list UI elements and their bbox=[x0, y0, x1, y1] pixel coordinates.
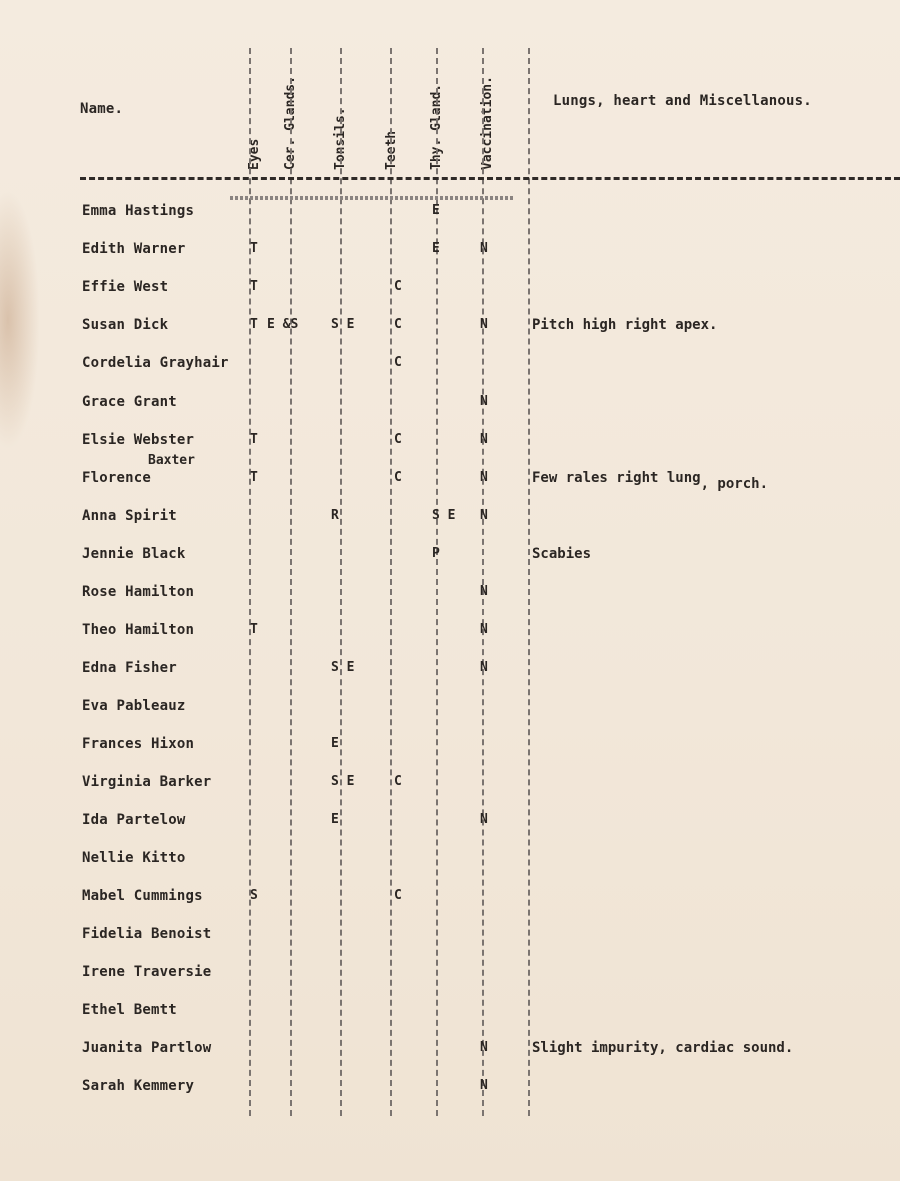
header-subdivider bbox=[230, 196, 514, 200]
paper-stain bbox=[0, 190, 40, 450]
student-name: Effie West bbox=[82, 279, 169, 295]
student-name: Edna Fisher bbox=[82, 660, 177, 676]
tonsils-mark: S E bbox=[331, 774, 355, 789]
eyes-mark: T bbox=[250, 317, 258, 332]
vacc-mark: N bbox=[480, 508, 488, 523]
thy-mark: E bbox=[432, 203, 440, 218]
vacc-mark: N bbox=[480, 1040, 488, 1055]
teeth-mark: C bbox=[394, 432, 402, 447]
student-name: Eva Pableauz bbox=[82, 698, 186, 714]
vacc-mark: N bbox=[480, 584, 488, 599]
notes-column-header: Lungs, heart and Miscellanous. bbox=[553, 93, 812, 109]
eyes-mark: T bbox=[250, 241, 258, 256]
student-name: Anna Spirit bbox=[82, 508, 177, 524]
tonsils-mark: S E bbox=[331, 317, 355, 332]
cer-glands-column-rule bbox=[290, 48, 292, 1116]
student-name: Elsie Webster bbox=[82, 432, 195, 448]
teeth-column-header: Teeth bbox=[384, 130, 399, 170]
vaccination-column-rule bbox=[482, 48, 484, 1116]
notes-entry: Scabies bbox=[532, 546, 592, 562]
tonsils-column-header: Tonsils. bbox=[333, 107, 348, 170]
cer-mark: E &S bbox=[267, 317, 299, 332]
student-name: Sarah Kemmery bbox=[82, 1078, 195, 1094]
thy-gland-column-header: Thy. Gland. bbox=[429, 83, 444, 170]
teeth-mark: C bbox=[394, 774, 402, 789]
eyes-mark: T bbox=[250, 279, 258, 294]
cer-glands-column-header: Cer. Glands. bbox=[283, 76, 298, 170]
thy-mark: E bbox=[432, 241, 440, 256]
notes-column-rule bbox=[528, 48, 530, 1116]
teeth-mark: C bbox=[394, 279, 402, 294]
student-name: Florence bbox=[82, 470, 152, 486]
header-divider bbox=[80, 177, 900, 180]
vacc-mark: N bbox=[480, 317, 488, 332]
vacc-mark: N bbox=[480, 241, 488, 256]
vacc-mark: N bbox=[480, 812, 488, 827]
vacc-mark: N bbox=[480, 432, 488, 447]
vacc-mark: N bbox=[480, 1078, 488, 1093]
tonsils-column-rule bbox=[340, 48, 342, 1116]
teeth-column-rule bbox=[390, 48, 392, 1116]
student-name: Susan Dick bbox=[82, 317, 169, 333]
thy-mark: P bbox=[432, 546, 440, 561]
student-name: Nellie Kitto bbox=[82, 850, 186, 866]
notes-entry: Few rales right lung, porch. bbox=[532, 470, 769, 492]
vacc-mark: N bbox=[480, 470, 488, 485]
student-name: Frances Hixon bbox=[82, 736, 195, 752]
student-name: Irene Traversie bbox=[82, 964, 212, 980]
student-name: Juanita Partlow bbox=[82, 1040, 212, 1056]
eyes-mark: T bbox=[250, 622, 258, 637]
tonsils-mark: R bbox=[331, 508, 339, 523]
tonsils-mark: S E bbox=[331, 660, 355, 675]
student-name: Fidelia Benoist bbox=[82, 926, 212, 942]
student-name: Virginia Barker bbox=[82, 774, 212, 790]
teeth-mark: C bbox=[394, 888, 402, 903]
name-correction: Baxter bbox=[148, 453, 195, 468]
student-name: Emma Hastings bbox=[82, 203, 195, 219]
student-name: Jennie Black bbox=[82, 546, 186, 562]
teeth-mark: C bbox=[394, 355, 402, 370]
vaccination-column-header: Vaccination. bbox=[480, 76, 495, 170]
student-name: Cordelia Grayhair bbox=[82, 355, 229, 371]
student-name: Rose Hamilton bbox=[82, 584, 195, 600]
notes-entry: Slight impurity, cardiac sound. bbox=[532, 1040, 794, 1056]
student-name: Ethel Bemtt bbox=[82, 1002, 177, 1018]
vacc-mark: N bbox=[480, 622, 488, 637]
vacc-mark: N bbox=[480, 394, 488, 409]
eyes-mark: S bbox=[250, 888, 258, 903]
student-name: Theo Hamilton bbox=[82, 622, 195, 638]
tonsils-mark: E bbox=[331, 812, 339, 827]
eyes-column-header: Eyes bbox=[247, 138, 262, 170]
tonsils-mark: E bbox=[331, 736, 339, 751]
notes-entry: Pitch high right apex. bbox=[532, 317, 718, 333]
eyes-column-rule bbox=[249, 48, 251, 1116]
vacc-mark: N bbox=[480, 660, 488, 675]
thy-mark: S E bbox=[432, 508, 456, 523]
notes-entry-continuation: , porch. bbox=[700, 476, 769, 492]
student-name: Edith Warner bbox=[82, 241, 186, 257]
eyes-mark: T bbox=[250, 470, 258, 485]
student-name: Mabel Cummings bbox=[82, 888, 203, 904]
teeth-mark: C bbox=[394, 470, 402, 485]
name-column-header: Name. bbox=[80, 101, 124, 117]
student-name: Grace Grant bbox=[82, 394, 177, 410]
student-name: Ida Partelow bbox=[82, 812, 186, 828]
teeth-mark: C bbox=[394, 317, 402, 332]
eyes-mark: T bbox=[250, 432, 258, 447]
